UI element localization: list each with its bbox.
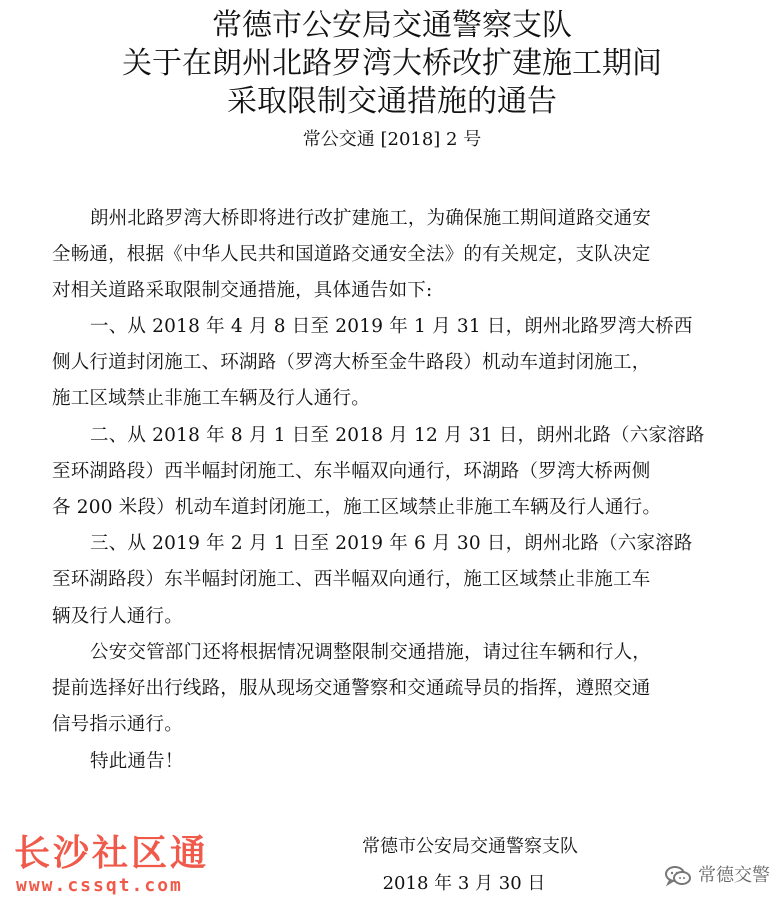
watermark-site-name: 长沙社区通 bbox=[14, 833, 210, 874]
body-line: 至环湖路段）东半幅封闭施工、西半幅双向通行，施工区域禁止非施工车 bbox=[52, 569, 651, 590]
body-line: 对相关道路采取限制交通措施，具体通告如下: bbox=[52, 280, 433, 301]
body-line: 公安交管部门还将根据情况调整限制交通措施，请过往车辆和行人， bbox=[90, 642, 652, 663]
wechat-account-mark bbox=[664, 864, 770, 888]
signature-organization: 常德市公安局交通警察支队 bbox=[362, 836, 578, 857]
title-line-1: 常德市公安局交通警察支队 bbox=[212, 8, 572, 43]
body-line: 施工区域禁止非施工车辆及行人通行。 bbox=[52, 388, 370, 409]
title-line-2: 关于在朗州北路罗湾大桥改扩建施工期间 bbox=[122, 46, 662, 81]
body-line: 侧人行道封闭施工、环湖路（罗湾大桥至金牛路段）机动车道封闭施工， bbox=[52, 352, 651, 373]
site-watermark bbox=[14, 834, 224, 898]
body-line: 辆及行人通行。 bbox=[52, 606, 183, 627]
body-line: 一、从 2018 年 4 月 8 日至 2019 年 1 月 31 日，朗州北路罗湾大桥西 bbox=[90, 316, 693, 337]
document-number: 常公交通 [2018] 2 号 bbox=[302, 129, 482, 150]
signature-date: 2018 年 3 月 30 日 bbox=[382, 873, 546, 894]
title-line-3: 采取限制交通措施的通告 bbox=[227, 84, 557, 119]
body-line: 各 200 米段）机动车道封闭施工，施工区域禁止非施工车辆及行人通行。 bbox=[52, 497, 662, 518]
watermark-site-url: www.cssqt.com bbox=[16, 875, 183, 896]
body-line: 至环湖路段）西半幅封闭施工、东半幅双向通行，环湖路（罗湾大桥两侧 bbox=[52, 461, 651, 482]
body-line: 全畅通，根据《中华人民共和国道路交通安全法》的有关规定，支队决定 bbox=[52, 244, 651, 265]
wechat-account-name: 常德交警 bbox=[698, 865, 770, 886]
wechat-icon bbox=[664, 864, 692, 888]
body-line: 信号指示通行。 bbox=[52, 714, 183, 735]
body-line: 二、从 2018 年 8 月 1 日至 2018 月 12 月 31 日，朗州北路（六家溶路 bbox=[90, 425, 705, 446]
body-line: 三、从 2019 年 2 月 1 日至 2019 年 6 月 30 日，朗州北路（六家溶路 bbox=[90, 533, 693, 554]
closing-line: 特此通告！ bbox=[90, 751, 184, 772]
body-line: 提前选择好出行线路，服从现场交通警察和交通疏导员的指挥，遵照交通 bbox=[52, 678, 651, 699]
body-line: 朗州北路罗湾大桥即将进行改扩建施工，为确保施工期间道路交通安 bbox=[90, 208, 652, 229]
